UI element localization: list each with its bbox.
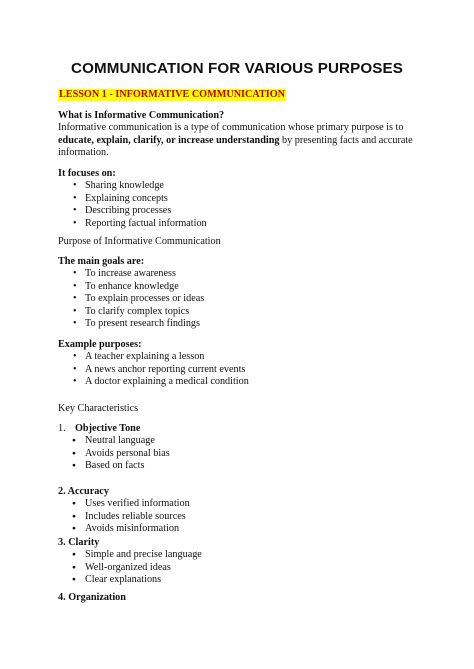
characteristic-name: Organization <box>68 592 126 603</box>
characteristic-list <box>58 549 428 586</box>
focuses-heading: It focuses on: <box>58 168 116 179</box>
characteristic-name: Accuracy <box>67 486 109 497</box>
list-item: • Sharing knowledge <box>58 180 428 192</box>
characteristic-3 <box>58 537 428 587</box>
focuses-list <box>58 180 428 230</box>
characteristic-heading <box>58 486 428 498</box>
key-characteristics-heading-block <box>58 403 428 415</box>
list-item: • A doctor explaining a medical condition <box>58 376 428 388</box>
characteristic-number: 2. <box>58 486 66 497</box>
characteristic-name: Objective Tone <box>75 423 141 434</box>
list-item: ● Neutral language <box>58 435 428 447</box>
list-item: • Reporting factual information <box>58 218 428 230</box>
examples-heading: Example purposes: <box>58 339 142 350</box>
main-goals-heading: The main goals are: <box>58 256 145 267</box>
purpose-heading-block <box>58 236 428 248</box>
characteristic-list <box>58 498 428 535</box>
list-item: ● Simple and precise language <box>58 549 428 561</box>
what-is-section <box>58 110 428 160</box>
list-item: • A teacher explaining a lesson <box>58 351 428 363</box>
list-item: • To present research findings <box>58 318 428 330</box>
what-is-text-1: Informative communication is a type of communication whose primary purpose is to <box>58 122 404 134</box>
characteristic-heading <box>58 537 428 549</box>
list-item: ● Avoids misinformation <box>58 523 428 535</box>
list-item: ● Uses verified information <box>58 498 428 510</box>
what-is-text-2: by presenting facts and accurate information. <box>58 134 413 159</box>
characteristic-1 <box>58 423 428 473</box>
characteristic-heading <box>58 592 428 604</box>
list-item: • To increase awareness <box>58 268 428 280</box>
lesson-heading-block <box>58 89 428 101</box>
list-item: ● Based on facts <box>58 460 428 472</box>
characteristic-list <box>58 435 428 472</box>
main-goals-section <box>58 256 428 330</box>
purpose-heading: Purpose of Informative Communication <box>58 236 221 247</box>
lesson-heading: LESSON 1 - INFORMATIVE COMMUNICATION <box>59 89 286 100</box>
list-item: ● Includes reliable sources <box>58 511 428 523</box>
what-is-heading: What is Informative Communication? <box>58 110 225 121</box>
list-item: • Explaining concepts <box>58 193 428 205</box>
examples-list <box>58 351 428 388</box>
list-item: • To clarify complex topics <box>58 306 428 318</box>
list-item: ● Clear explanations <box>58 574 428 586</box>
characteristic-name: Clarity <box>68 537 100 548</box>
list-item: • To enhance knowledge <box>58 281 428 293</box>
list-item: • Describing processes <box>58 205 428 217</box>
what-is-bold-text: educate, explain, clarify, or increase understanding <box>58 134 280 146</box>
page-title: COMMUNICATION FOR VARIOUS PURPOSES <box>71 60 403 77</box>
characteristic-4 <box>58 592 428 604</box>
examples-section <box>58 339 428 389</box>
characteristic-number: 4. <box>58 592 66 603</box>
characteristic-number: 3. <box>58 537 66 548</box>
list-item: • A news anchor reporting current events <box>58 364 428 376</box>
list-item: • To explain processes or ideas <box>58 293 428 305</box>
main-goals-list <box>58 268 428 330</box>
list-item: ● Avoids personal bias <box>58 448 428 460</box>
what-is-paragraph <box>58 122 428 159</box>
characteristic-heading <box>58 423 428 435</box>
key-characteristics-heading: Key Characteristics <box>58 403 139 414</box>
characteristic-number: 1. <box>58 423 66 434</box>
focuses-section <box>58 168 428 230</box>
list-item: ● Well-organized ideas <box>58 562 428 574</box>
characteristic-2 <box>58 486 428 536</box>
